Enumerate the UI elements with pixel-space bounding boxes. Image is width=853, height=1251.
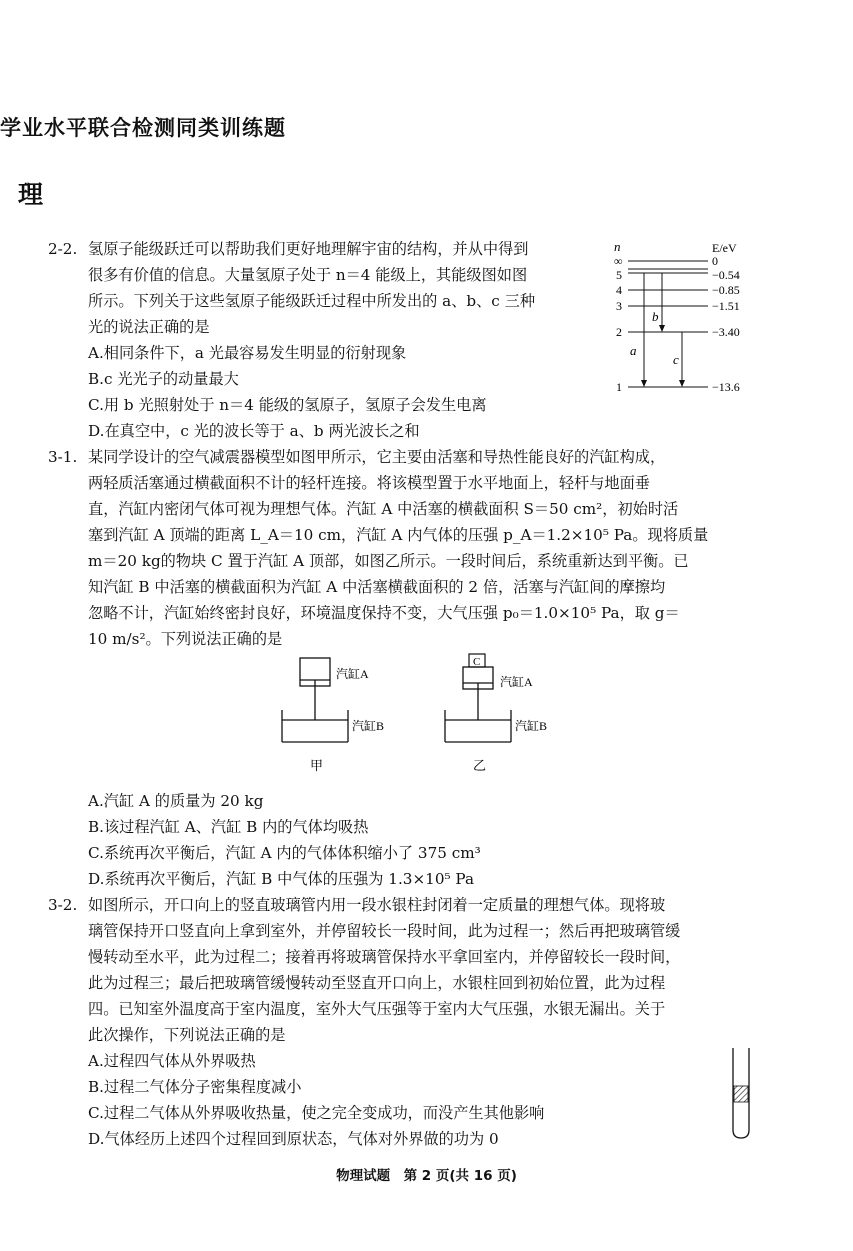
caption-jia: 甲	[310, 758, 324, 773]
option-c: C.过程二气体从外界吸收热量，使之完全变成功，而没产生其他影响	[88, 1104, 545, 1122]
level-energy-label: −0.54	[712, 268, 740, 282]
level-n-label: 1	[616, 380, 622, 394]
question-number: 3-2.	[48, 896, 78, 914]
level-n-label: 2	[616, 325, 622, 339]
question-number: 2-2.	[48, 240, 78, 258]
level-energy-label: −3.40	[712, 325, 740, 339]
option-c: C.系统再次平衡后，汽缸 A 内的气体体积缩小了 375 cm³	[88, 844, 481, 862]
glass-tube-figure	[726, 1046, 756, 1142]
label-cylinder-b: 汽缸B	[515, 719, 548, 733]
question-text-line: 慢转动至水平，此为过程二；接着再将玻璃管保持水平拿回室内，并停留较长一段时间，	[88, 948, 681, 966]
level-n-label: 3	[616, 299, 622, 313]
question-3-1-options	[88, 788, 688, 892]
question-text-line: 很多有价值的信息。大量氢原子处于 n＝4 能级上，其能级图如图	[88, 266, 528, 284]
page-footer: 物理试题 第 2 页(共 16 页)	[336, 1168, 517, 1184]
option-d: D.气体经历上述四个过程回到原状态，气体对外界做的功为 0	[88, 1130, 499, 1148]
question-text-line: 光的说法正确的是	[88, 318, 210, 336]
question-text-line: m＝20 kg的物块 C 置于汽缸 A 顶部，如图乙所示。一段时间后，系统重新达到平衡。已	[88, 552, 689, 570]
question-number: 3-1.	[48, 448, 78, 466]
option-b: B.过程二气体分子密集程度减小	[88, 1078, 302, 1096]
question-text-line: 氢原子能级跃迁可以帮助我们更好地理解宇宙的结构，并从中得到	[88, 240, 529, 258]
question-3-2	[48, 892, 768, 1152]
transition-label-b: b	[652, 309, 659, 324]
question-text-line: 两轻质活塞通过横截面积不计的轻杆连接。将该模型置于水平地面上，轻杆与地面垂	[88, 474, 650, 492]
question-text-line: 如图所示，开口向上的竖直玻璃管内用一段水银柱封闭着一定质量的理想气体。现将玻	[88, 896, 666, 914]
option-a: A.过程四气体从外界吸热	[88, 1052, 256, 1070]
question-text-line: 直，汽缸内密闭气体可视为理想气体。汽缸 A 中活塞的横截面积 S＝50 cm²，初始时活	[88, 500, 679, 518]
label-cylinder-a: 汽缸A	[336, 667, 369, 681]
option-b: B.该过程汽缸 A、汽缸 B 内的气体均吸热	[88, 818, 369, 836]
transition-label-c: c	[673, 352, 679, 367]
level-energy-label: −1.51	[712, 299, 740, 313]
question-text-line: 璃管保持开口竖直向上拿到室外，并停留较长一段时间，此为过程一；然后再把玻璃管缓	[88, 922, 681, 940]
figure-jia	[282, 658, 384, 773]
level-energy-label: −13.6	[712, 380, 740, 394]
level-n-label: ∞	[614, 254, 623, 268]
question-text-line: 此次操作，下列说法正确的是	[88, 1026, 286, 1044]
question-text-line: 某同学设计的空气减震器模型如图甲所示，它主要由活塞和导热性能良好的汽缸构成，	[88, 448, 666, 466]
question-text-line: 知汽缸 B 中活塞的横截面积为汽缸 A 中活塞横截面积的 2 倍，活塞与汽缸间的摩擦均	[88, 578, 666, 596]
option-a: A.汽缸 A 的质量为 20 kg	[88, 792, 264, 810]
exam-header-title: 学业水平联合检测同类训练题	[0, 115, 286, 140]
option-d: D.在真空中，c 光的波长等于 a、b 两光波长之和	[88, 422, 420, 440]
question-2-2	[48, 236, 608, 446]
caption-yi: 乙	[473, 758, 487, 773]
label-block-c: C	[473, 656, 481, 668]
question-text-line: 忽略不计，汽缸始终密封良好，环境温度保持不变，大气压强 p₀＝1.0×10⁵ Pa，取 g＝	[88, 604, 680, 622]
question-text-line: 塞到汽缸 A 顶端的距离 L_A＝10 cm，汽缸 A 内气体的压强 p_A＝1.2×10⁵ Pa。现将质量	[88, 526, 709, 544]
option-d: D.系统再次平衡后，汽缸 B 中气体的压强为 1.3×10⁵ Pa	[88, 870, 475, 888]
arrowhead-icon	[659, 325, 665, 332]
question-text-line: 四。已知室外温度高于室内温度，室外大气压强等于室内大气压强，水银无漏出。关于	[88, 1000, 666, 1018]
n-axis-label: n	[614, 239, 621, 254]
label-cylinder-b: 汽缸B	[352, 719, 385, 733]
option-a: A.相同条件下，a 光最容易发生明显的衍射现象	[88, 344, 407, 362]
question-text-line: 所示。下列关于这些氢原子能级跃迁过程中所发出的 a、b、c 三种	[88, 292, 536, 310]
option-c: C.用 b 光照射处于 n＝4 能级的氢原子，氢原子会发生电离	[88, 396, 487, 414]
level-n-label: 5	[616, 268, 622, 282]
energy-level-diagram	[608, 238, 758, 398]
level-n-label: 4	[616, 283, 622, 297]
subject-title: 理	[18, 180, 44, 209]
energy-axis-label: E/eV	[712, 241, 737, 255]
mercury-column	[734, 1086, 748, 1102]
option-b: B.c 光光子的动量最大	[88, 370, 239, 388]
question-text-line: 此为过程三；最后把玻璃管缓慢转动至竖直开口向上，水银柱回到初始位置，此为过程	[88, 974, 666, 992]
label-cylinder-a: 汽缸A	[500, 675, 533, 689]
level-energy-label: 0	[712, 254, 718, 268]
arrowhead-icon	[679, 380, 685, 387]
figure-yi	[445, 654, 547, 773]
shock-absorber-figure	[270, 650, 570, 780]
question-text-line: 10 m/s²。下列说法正确的是	[88, 630, 283, 648]
level-energy-label: −0.85	[712, 283, 740, 297]
question-3-1	[48, 444, 768, 654]
transition-label-a: a	[630, 343, 637, 358]
arrowhead-icon	[641, 380, 647, 387]
